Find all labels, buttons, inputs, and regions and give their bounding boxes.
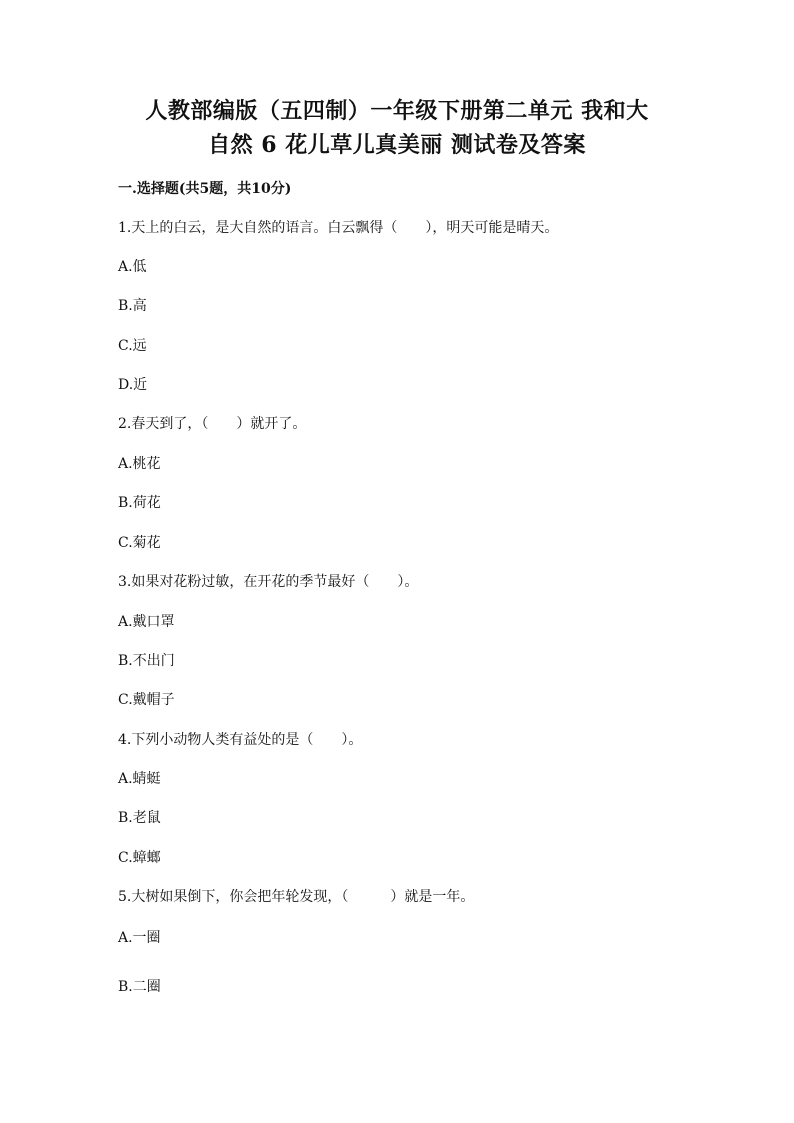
question-2-stem: 2.春天到了，（ ）就开了。 — [118, 416, 307, 432]
question-2-option-c: C.菊花 — [118, 535, 161, 551]
question-5-option-b: B.二圈 — [118, 979, 161, 995]
question-3-option-c: C.戴帽子 — [118, 692, 175, 708]
question-5-stem: 5.大树如果倒下，你会把年轮发现，（ ）就是一年。 — [118, 889, 475, 905]
question-1-stem: 1.天上的白云，是大自然的语言。白云飘得（ ），明天可能是晴天。 — [118, 220, 559, 236]
question-3-stem: 3.如果对花粉过敏，在开花的季节最好（ ）。 — [118, 574, 419, 590]
question-1-option-b: B.高 — [118, 298, 147, 314]
question-2-option-b: B.荷花 — [118, 495, 161, 511]
question-4-stem: 4.下列小动物人类有益处的是（ ）。 — [118, 732, 363, 748]
question-5-option-a: A.一圈 — [118, 930, 161, 946]
question-1-option-c: C.远 — [118, 338, 147, 354]
question-4-option-b: B.老鼠 — [118, 810, 161, 826]
question-2-option-a: A.桃花 — [118, 456, 161, 472]
question-3-option-a: A.戴口罩 — [118, 614, 175, 630]
question-1-option-d: D.近 — [118, 377, 148, 393]
page-title — [100, 94, 694, 162]
title-line-1: 人教部编版（五四制）一年级下册第二单元 我和大 — [145, 98, 649, 124]
question-3-option-b: B.不出门 — [118, 653, 175, 669]
question-4-option-a: A.蜻蜓 — [118, 771, 161, 787]
question-4-option-c: C.蟑螂 — [118, 850, 161, 866]
section-heading: 一.选择题(共5题，共10分) — [118, 181, 292, 197]
question-1-option-a: A.低 — [118, 259, 147, 275]
title-line-2: 自然 6 花儿草儿真美丽 测试卷及答案 — [208, 132, 586, 158]
